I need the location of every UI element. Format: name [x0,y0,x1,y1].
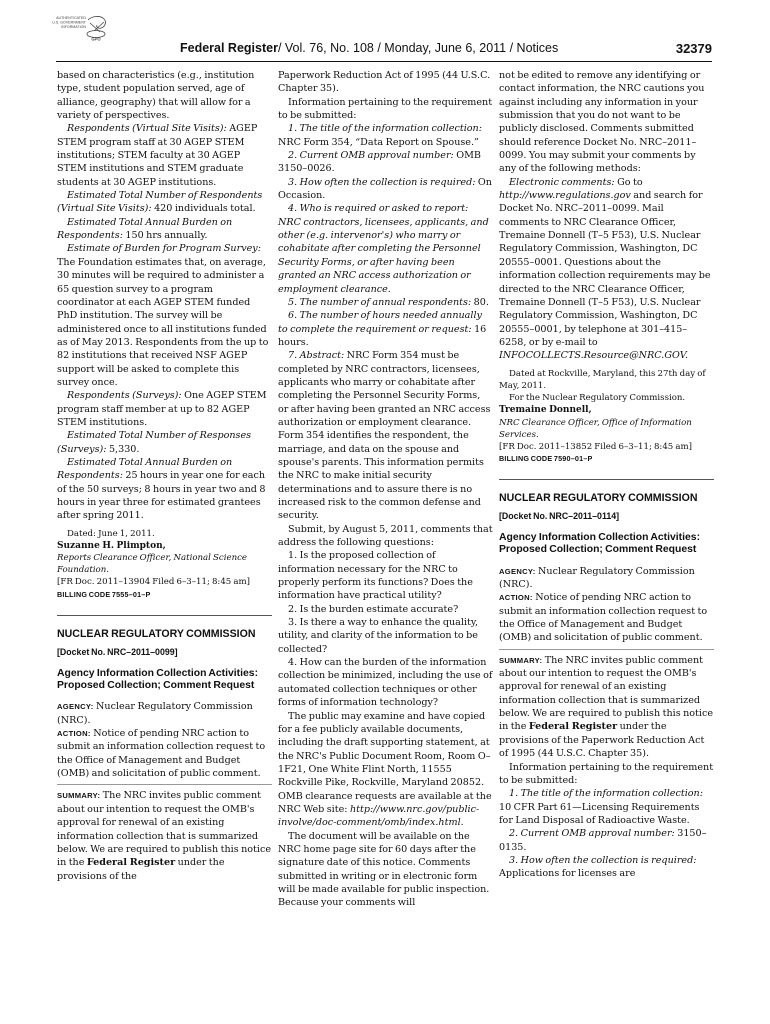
summary-paragraph: SUMMARY: The NRC invites public comment about our intention to request the OMB's approval for renewal of an existing information collection that is summarized below. We are required to publish this notice in the Federal Register under the provisions of the Paperwork Reduction Act of 1995 (44 U.S.C. Chapter 35). [499,654,714,760]
agency-heading: NUCLEAR REGULATORY COMMISSION [499,491,698,504]
paragraph: Submit, by August 5, 2011, comments that address the following questions: [278,523,493,549]
paragraph: Paperwork Reduction Act of 1995 (44 U.S.C. Chapter 35). [278,70,491,95]
summary-paragraph: SUMMARY: The NRC invites public comment about our intention to request the OMB's approval for renewal of an existing information collection that is summarized below. We are required to publish this notice in the Federal Register under the provisions of the [57,790,272,882]
list-item: 5. The number of annual respondents: 80. [288,296,489,308]
paragraph: Estimated Total Number of Respondents (Virtual Site Visits): 420 individuals total. [57,190,263,215]
column-3 [499,69,714,881]
notice-title: Agency Information Collection Activities: Proposed Collection; Comment Request [57,667,259,691]
omb-url-link[interactable]: http://www.nrc.gov/public-involve/doc-comment/omb/index.html. [278,803,480,829]
question: 2. Is the burden estimate accurate? [288,603,459,615]
paragraph: Estimate of Burden for Program Survey: The Foundation estimates that, on average, 30 minutes will be required to administer a 65 question survey to a program coordinator at each AGEP STEM funded PhD institution. The survey will be administered once to all institutions funded as of May 2013. Respondents from the up to 82 institutions that received NSF AGEP support will be asked to complete this survey once. [57,243,269,388]
paragraph: Estimated Total Annual Burden on Respondents: 25 hours in year one for each of the 50 surveys; 8 hours in year two and 8 hours in year three for estimated grantees after spring 2011. [57,456,266,522]
page-number: 32379 [675,41,712,56]
billing-code: BILLING CODE 7555–01–P [57,589,151,599]
svg-text:INFORMATION: INFORMATION [61,25,86,29]
paragraph: Information pertaining to the requirement to be submitted: [278,96,493,122]
agency-line: AGENCY: Nuclear Regulatory Commission (NRC). [57,701,253,726]
billing-code: BILLING CODE 7590–01–P [499,453,593,463]
for-line: For the Nuclear Regulatory Commission. [509,392,686,403]
action-line: ACTION: Notice of pending NRC action to submit an information collection request to the Office of Management and Budget (OMB) and solicitation of public comment. [57,728,266,780]
gpo-authenticated-seal-icon [34,10,112,42]
running-header [180,41,712,57]
list-item: 7. Abstract: NRC Form 354 must be completed by NRC contractors, licensees, applicants who marry or cohabitate after completing the Personnel Security Forms, or after having been granted an NRC access authorization or employment clearance. Form 354 identifies the respondent, the marriage, and data on the spouse and spouse's parents. This information permits the NRC to make initial security determinations and to assure there is no increased risk to the common defense and security. [278,350,491,522]
fr-doc-line: [FR Doc. 2011–13852 Filed 6–3–11; 8:45 am] [499,441,693,452]
column-1 [57,69,272,883]
paragraph: based on characteristics (e.g., institution type, student population served, age of alliance, geography) that will allow for a variety of perspectives. [57,70,255,122]
signer-title: NRC Clearance Officer, Office of Information Services. [499,417,692,440]
docket-number: [Docket No. NRC–2011–0099] [57,646,178,657]
header-rule [56,61,712,62]
column-2 [278,69,493,910]
divider [57,784,272,785]
action-line: ACTION: Notice of pending NRC action to submit an information collection request to the Office of Management and Budget (OMB) and solicitation of public comment. [499,592,708,644]
svg-text:GPO: GPO [91,36,101,42]
notice-title: Agency Information Collection Activities: Proposed Collection; Comment Request [499,531,701,556]
agency-heading: NUCLEAR REGULATORY COMMISSION [57,627,256,640]
svg-text:U.S. GOVERNMENT: U.S. GOVERNMENT [52,20,86,25]
section-divider [57,615,272,616]
paragraph: Respondents (Virtual Site Visits): AGEP STEM program staff at 30 AGEP STEM institutions; STEM faculty at 30 AGEP STEM institutions and STEM graduate students at 30 AGEP institutions. [57,123,258,188]
paragraph: not be edited to remove any identifying or contact information, the NRC cautions you against including any information in your submission that you do not want to be publicly disclosed. Comments submitted should reference Docket No. NRC–2011–0099. You may submit your comments by any of the following methods: [499,70,705,175]
paragraph: Electronic comments: Go to http://www.regulations.gov and search for Docket No. NRC–2011–0099. Mail comments to NRC Clearance Officer, Tremaine Donnell (T–5 F53), U.S. Nuclear Regulatory Commission, Washington, DC 20555–0001. Questions about the information collection requirements may be directed to the NRC Clearance Officer, Tremaine Donnell (T–5 F53), U.S. Nuclear Regulatory Commission, Washington, DC 20555–0001, by telephone at 301–415–6258, or by e-mail to INFOCOLLECTS.Resource@NRC.GOV. [499,176,711,362]
header-title: Federal Register/ Vol. 76, No. 108 / Monday, June 6, 2011 / Notices [180,41,559,55]
docket-number: [Docket No. NRC–2011–0114] [499,510,620,521]
paragraph: Information pertaining to the requirement to be submitted: [499,761,714,786]
list-item: 1. The title of the information collection: 10 CFR Part 61—Licensing Requirements for Land Disposal of Radioactive Waste. [499,788,703,826]
svg-text:AUTHENTICATED: AUTHENTICATED [56,16,86,20]
email-link[interactable]: INFOCOLLECTS.Resource@NRC.GOV. [499,350,689,362]
section-divider [499,479,714,480]
list-item: 1. The title of the information collection: NRC Form 354, “Data Report on Spouse.” [278,123,482,148]
agency-line: AGENCY: Nuclear Regulatory Commission (NRC). [499,565,695,591]
signer-title: Reports Clearance Officer, National Science Foundation. [57,553,247,576]
dated-line: Dated at Rockville, Maryland, this 27th day of May, 2011. [499,368,706,391]
paragraph: The document will be available on the NRC home page site for 60 days after the signature date of this notice. Comments submitted in writing or in electronic form will be made available for public inspection. Because your comments will [278,830,490,909]
list-item: 2. Current OMB approval number: OMB 3150–0026. [278,150,481,175]
regulations-gov-link[interactable]: http://www.regulations.gov [499,190,631,202]
signer-name: Tremaine Donnell, [499,405,592,416]
paragraph: Estimated Total Number of Responses (Surveys): 5,330. [57,430,252,455]
paragraph: The public may examine and have copied for a fee publicly available documents, including the draft supporting statement, at the NRC's Public Document Room, Room O–1F21, One White Flint North, 11555 Rockville Pike, Rockville, Maryland 20852. OMB clearance requests are available at the NRC Web site: http://www.nrc.gov/public-involve/doc-comment/omb/index.html. [278,710,492,829]
paragraph: Respondents (Surveys): One AGEP STEM program staff member at up to 82 AGEP STEM institutions. [57,390,267,428]
divider [499,649,714,650]
list-item: 2. Current OMB approval number: 3150–0135. [499,828,707,853]
fr-doc-line: [FR Doc. 2011–13904 Filed 6–3–11; 8:45 am] [57,577,251,588]
list-item: 3. How often the collection is required: On Occasion. [278,176,492,202]
question: 4. How can the burden of the information collection be minimized, including the use of automated collection techniques or other forms of information technology? [278,657,493,709]
dated-line: Dated: June 1, 2011. [67,528,155,539]
list-item: 6. The number of hours needed annually to complete the requirement or request: 16 hours. [278,310,487,348]
list-item: 3. How often the collection is required: Applications for licenses are [499,854,697,880]
paragraph: Estimated Total Annual Burden on Respondents: 150 hrs annually. [57,216,233,242]
list-item: 4. Who is required or asked to report: NRC contractors, licensees, applicants, and other (e.g. intervenor's) who marry or cohabitate after completing the Personnel Security Forms, or after having been granted an NRC access authorization or employment clearance. [278,203,489,295]
question: 1. Is the proposed collection of information necessary for the NRC to properly perform its functions? Does the information have practical utility? [278,550,473,602]
signer-name: Suzanne H. Plimpton, [57,540,166,551]
question: 3. Is there a way to enhance the quality, utility, and clarity of the information to be collected? [278,617,479,655]
